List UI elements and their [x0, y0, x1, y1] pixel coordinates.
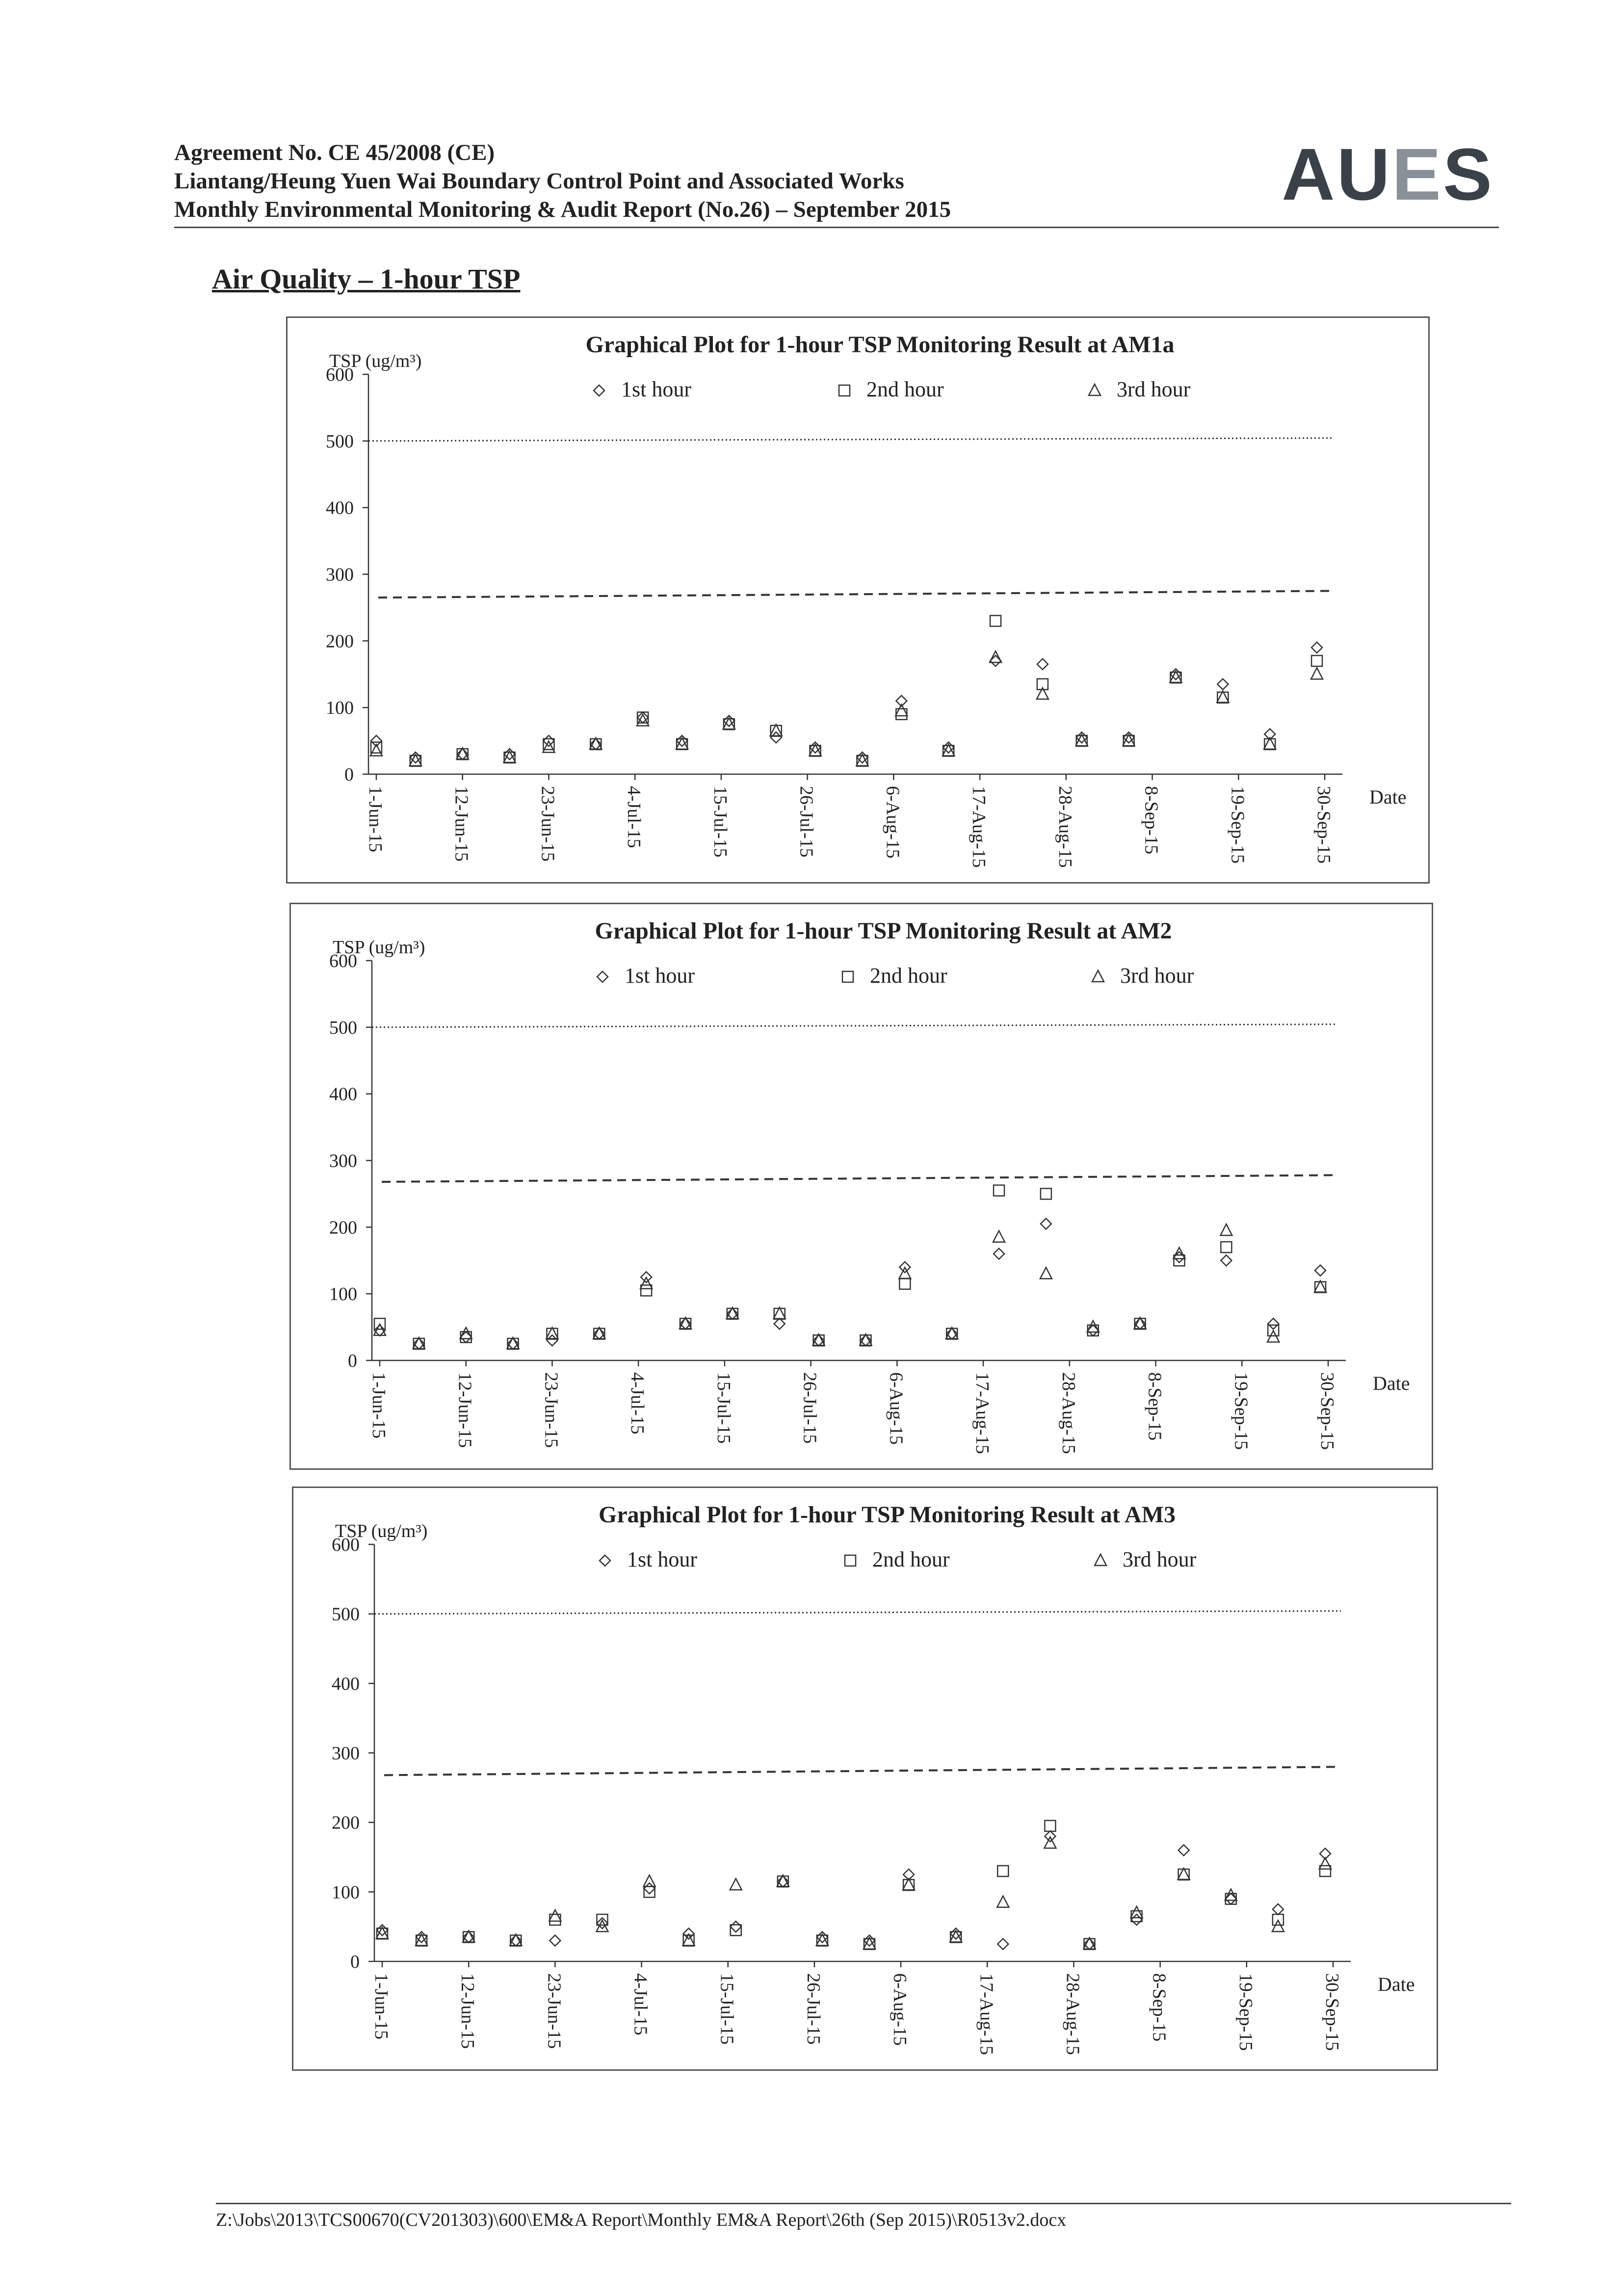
x-tick-label: 12-Jun-15: [454, 1372, 475, 1448]
y-tick-label: 400: [332, 1673, 360, 1695]
data-point-diamond: [1179, 1845, 1189, 1855]
y-tick-label: 300: [329, 1150, 357, 1172]
x-tick-label: 30-Sep-15: [1313, 786, 1335, 864]
y-tick-label: 100: [329, 1284, 357, 1305]
data-point-triangle: [990, 651, 1001, 662]
data-point-square: [1174, 1255, 1184, 1266]
x-tick-label: 19-Sep-15: [1235, 1973, 1256, 2051]
footer-rule: [216, 2203, 1511, 2204]
x-tick-label: 17-Aug-15: [976, 1973, 997, 2055]
data-point-triangle: [1272, 1920, 1284, 1931]
data-point-square: [994, 1185, 1004, 1196]
x-tick-label: 15-Jul-15: [716, 1973, 737, 2045]
legend-label: 2nd hour: [870, 964, 947, 988]
legend-label: 2nd hour: [866, 377, 944, 401]
data-point-square: [997, 1866, 1008, 1877]
footer-file-path: Z:\Jobs\2013\TCS00670(CV201303)\600\EM&A Report\Monthly EM&A Report\26th (Sep 2015)\R0513v2.docx: [216, 2210, 1067, 2230]
data-point-triangle: [1311, 668, 1323, 679]
data-point-triangle: [546, 1328, 558, 1339]
x-tick-label: 15-Jul-15: [709, 786, 731, 858]
data-point-diamond: [774, 1318, 785, 1329]
y-tick-label: 600: [329, 951, 357, 971]
footer: [216, 2203, 1511, 2231]
chart-panel-am3: [292, 1487, 1438, 2071]
x-tick-label: 6-Aug-15: [882, 786, 903, 859]
data-point-triangle: [1217, 691, 1229, 703]
legend-marker-triangle: [1095, 1554, 1106, 1565]
y-tick-label: 500: [332, 1604, 360, 1625]
agreement-line: Agreement No. CE 45/2008 (CE): [174, 140, 495, 165]
data-point-diamond: [550, 1935, 560, 1946]
data-point-diamond: [771, 732, 782, 743]
x-tick-label: 17-Aug-15: [969, 786, 990, 868]
x-tick-label: 1-Jun-15: [371, 1973, 392, 2040]
data-point-triangle: [1314, 1281, 1326, 1292]
x-axis-label: Date: [1373, 1372, 1410, 1394]
legend-marker-triangle: [1089, 384, 1100, 395]
data-point-square: [644, 1886, 655, 1897]
project-line: Liantang/Heung Yuen Wai Boundary Control Point and Associated Works: [174, 168, 904, 194]
data-point-triangle: [774, 1307, 786, 1319]
legend-marker-square: [845, 1555, 856, 1566]
legend-marker-diamond: [594, 385, 604, 396]
legend-marker-triangle: [1092, 970, 1104, 982]
data-point-triangle: [1225, 1889, 1237, 1900]
y-tick-label: 200: [326, 631, 354, 652]
y-axis-label: TSP (ug/m³): [329, 351, 422, 371]
data-point-triangle: [1178, 1868, 1190, 1879]
legend-label: 1st hour: [627, 1547, 697, 1571]
y-tick-label: 600: [326, 365, 354, 385]
action-level-line: [382, 1175, 1336, 1182]
data-point-square: [1041, 1188, 1051, 1199]
x-tick-label: 28-Aug-15: [1058, 1372, 1079, 1454]
data-point-diamond: [997, 1939, 1008, 1950]
data-point-diamond: [994, 1249, 1004, 1259]
x-tick-label: 19-Sep-15: [1227, 786, 1248, 864]
x-tick-label: 6-Aug-15: [890, 1973, 911, 2046]
data-point-triangle: [993, 1231, 1005, 1242]
data-point-triangle: [1173, 1248, 1185, 1259]
data-point-square: [1045, 1821, 1055, 1831]
chart-panel-am2: [289, 903, 1433, 1470]
y-tick-label: 300: [332, 1743, 360, 1764]
y-tick-label: 400: [329, 1084, 357, 1105]
data-point-square: [731, 1925, 741, 1935]
legend-label: 2nd hour: [872, 1547, 950, 1571]
legend-label: 1st hour: [625, 964, 695, 988]
legend-label: 3rd hour: [1117, 377, 1191, 401]
chart-panel-am1a: [286, 316, 1430, 884]
y-tick-label: 100: [326, 698, 354, 719]
data-point-square: [990, 616, 1001, 626]
data-point-diamond: [1131, 1914, 1142, 1925]
chart-title: Graphical Plot for 1-hour TSP Monitoring Result at AM2: [595, 918, 1172, 944]
x-tick-label: 30-Sep-15: [1321, 1973, 1342, 2051]
data-point-diamond: [1311, 642, 1322, 653]
data-point-triangle: [1220, 1224, 1232, 1235]
y-axis-label: TSP (ug/m³): [333, 937, 425, 958]
data-point-diamond: [1041, 1219, 1051, 1229]
aues-logo: AUES: [1282, 133, 1494, 215]
y-tick-label: 400: [326, 497, 354, 519]
legend-marker-square: [839, 385, 850, 396]
chart-title: Graphical Plot for 1-hour TSP Monitoring Result at AM3: [598, 1502, 1176, 1528]
chart-svg: [288, 318, 1428, 882]
y-tick-label: 200: [329, 1217, 357, 1238]
data-point-diamond: [1217, 679, 1228, 690]
x-tick-label: 17-Aug-15: [972, 1372, 993, 1454]
x-tick-label: 30-Sep-15: [1317, 1372, 1338, 1450]
data-point-diamond: [1315, 1265, 1326, 1276]
data-point-triangle: [1131, 1906, 1143, 1918]
x-tick-label: 8-Sep-15: [1149, 1973, 1170, 2042]
x-tick-label: 28-Aug-15: [1062, 1973, 1083, 2055]
data-point-diamond: [547, 1335, 557, 1346]
legend-marker-diamond: [600, 1555, 610, 1566]
header-rule: [174, 227, 1499, 228]
legend-label: 3rd hour: [1123, 1547, 1197, 1571]
x-tick-label: 4-Jul-15: [627, 1372, 648, 1435]
y-tick-label: 600: [332, 1535, 360, 1555]
x-tick-label: 23-Jun-15: [541, 1372, 562, 1448]
action-level-line: [384, 1767, 1341, 1775]
x-tick-label: 6-Aug-15: [886, 1372, 907, 1445]
chart-svg: [291, 904, 1432, 1468]
x-tick-label: 8-Sep-15: [1144, 1372, 1165, 1441]
x-tick-label: 28-Aug-15: [1054, 786, 1075, 868]
data-point-diamond: [1268, 1318, 1279, 1329]
data-point-triangle: [549, 1910, 561, 1921]
x-axis-label: Date: [1369, 786, 1407, 808]
x-tick-label: 12-Jun-15: [457, 1973, 478, 2049]
x-tick-label: 4-Jul-15: [624, 786, 645, 848]
x-tick-label: 12-Jun-15: [451, 786, 472, 862]
x-tick-label: 26-Jul-15: [803, 1973, 824, 2045]
y-tick-label: 300: [326, 564, 354, 585]
x-tick-label: 1-Jun-15: [368, 1372, 389, 1439]
chart-title: Graphical Plot for 1-hour TSP Monitoring Result at AM1a: [585, 332, 1175, 358]
data-point-triangle: [644, 1875, 655, 1886]
legend-marker-diamond: [597, 971, 608, 982]
y-tick-label: 0: [348, 1351, 357, 1371]
data-point-diamond: [1037, 659, 1048, 670]
y-axis-label: TSP (ug/m³): [335, 1521, 428, 1541]
legend-marker-square: [842, 971, 853, 982]
limit-level-line: [368, 438, 1333, 441]
action-level-line: [378, 591, 1333, 598]
x-tick-label: 26-Jul-15: [796, 786, 817, 858]
data-point-triangle: [730, 1879, 742, 1890]
data-point-square: [899, 1278, 910, 1289]
y-tick-label: 500: [329, 1017, 357, 1038]
section-title: Air Quality – 1-hour TSP: [212, 263, 521, 295]
data-point-square: [1221, 1242, 1231, 1252]
data-point-diamond: [1221, 1255, 1231, 1266]
report-line: Monthly Environmental Monitoring & Audit Report (No.26) – September 2015: [174, 197, 951, 222]
x-tick-label: 8-Sep-15: [1141, 786, 1162, 855]
data-point-square: [1311, 655, 1322, 666]
data-point-diamond: [1273, 1904, 1283, 1915]
data-point-square: [641, 1285, 652, 1296]
x-tick-label: 23-Jun-15: [544, 1973, 565, 2049]
y-tick-label: 200: [332, 1812, 360, 1833]
data-point-square: [1320, 1866, 1331, 1877]
y-tick-label: 500: [326, 431, 354, 452]
data-point-diamond: [731, 1921, 741, 1932]
y-tick-label: 100: [332, 1882, 360, 1903]
x-tick-label: 23-Jun-15: [537, 786, 558, 862]
data-point-diamond: [644, 1883, 655, 1894]
x-tick-label: 4-Jul-15: [630, 1973, 651, 2035]
y-tick-label: 0: [344, 764, 354, 785]
legend-label: 3rd hour: [1120, 964, 1194, 988]
x-tick-label: 19-Sep-15: [1231, 1372, 1252, 1450]
data-point-triangle: [770, 725, 782, 736]
chart-svg: [293, 1488, 1437, 2069]
data-point-triangle: [460, 1328, 472, 1339]
legend-label: 1st hour: [621, 377, 691, 401]
limit-level-line: [374, 1611, 1341, 1614]
x-tick-label: 1-Jun-15: [365, 786, 386, 853]
x-axis-label: Date: [1378, 1973, 1415, 1995]
x-tick-label: 15-Jul-15: [713, 1372, 734, 1444]
y-tick-label: 0: [350, 1952, 360, 1972]
data-point-triangle: [997, 1896, 1009, 1907]
limit-level-line: [372, 1024, 1336, 1027]
data-point-triangle: [1040, 1267, 1052, 1278]
report-header: [174, 133, 1499, 228]
x-tick-label: 26-Jul-15: [799, 1372, 820, 1444]
data-point-triangle: [1087, 1321, 1099, 1332]
